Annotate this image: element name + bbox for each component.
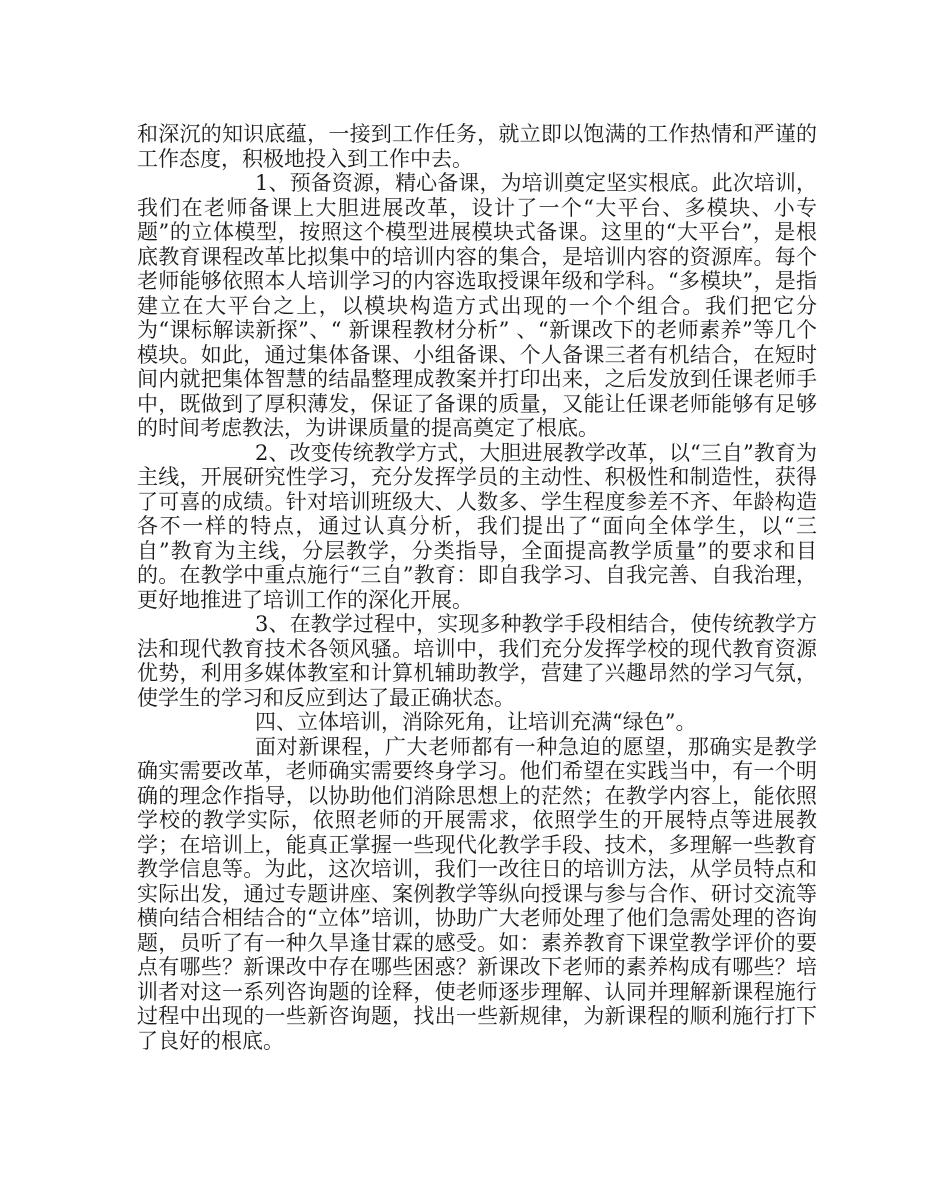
paragraph-continuation: 和深沉的知识底蕴，一接到工作任务，就立即以饱满的工作热情和严谨的工作态度，积极地投入到工作中去。	[137, 122, 817, 171]
paragraph-section-four-body: 面对新课程，广大老师都有一种急迫的愿望，那确实是教学确实需要改革，老师确实需要终身学习。他们希望在实践当中，有一个明确的理念作指导，以协助他们消除思想上的茫然；在教学内容上，能依照学校的教学实际，依照老师的开展需求，依照学生的开展特点等进展教学；在培训上，能真正掌握一些现代化教学手段、技术，多理解一些教育教学信息等。为此，这次培训，我们一改往日的培训方法，从学员特点和实际出发，通过专题讲座、案例教学等纵向授课与参与合作、研讨交流等横向结合相结合的“立体”培训，协助广大老师处理了他们急需处理的咨询题，员听了有一种久旱逢甘霖的感受。如：素养教育下课堂教学评价的要点有哪些？新课改中存在哪些困惑？新课改下老师的素养构成有哪些？培训者对这一系列咨询题的诠释，使老师逐步理解、认同并理解新课程施行过程中出现的一些新咨询题，找出一些新规律，为新课程的顺利施行打下了良好的根底。	[137, 734, 817, 1053]
paragraph-item-1: 1、预备资源，精心备课，为培训奠定坚实根底。此次培训，我们在老师备课上大胆进展改革，设计了一个“大平台、多模块、小专题”的立体模型，按照这个模型进展模块式备课。这里的“大平台”，是根底教育课程改革比拟集中的培训内容的集合，是培训内容的资源库。每个老师能够依照本人培训学习的内容选取授课年级和学科。“多模块”，是指建立在大平台之上，以模块构造方式出现的一个个组合。我们把它分为“课标解读新探”、“ 新课程教材分析” 、“新课改下的老师素养”等几个模块。如此，通过集体备课、小组备课、个人备课三者有机结合，在短时间内就把集体智慧的结晶整理成教案并打印出来，之后发放到任课老师手中，既做到了厚积薄发，保证了备课的质量，又能让任课老师能够有足够的时间考虑教法，为讲课质量的提高奠定了根底。	[137, 171, 817, 440]
paragraph-item-3: 3、在教学过程中，实现多种教学手段相结合，使传统教学方法和现代教育技术各领风骚。培训中，我们充分发挥学校的现代教育资源优势，利用多媒体教室和计算机辅助教学，营建了兴趣昂然的学习气氛，使学生的学习和反应到达了最正确状态。	[137, 612, 817, 710]
paragraph-item-2: 2、改变传统教学方式，大胆进展教学改革，以“三自”教育为主线，开展研究性学习，充分发挥学员的主动性、积极性和制造性，获得了可喜的成绩。针对培训班级大、人数多、学生程度参差不齐、年龄构造各不一样的特点，通过认真分析，我们提出了“面向全体学生，以“三自”教育为主线，分层教学，分类指导，全面提高教学质量”的要求和目的。在教学中重点施行“三自”教育：即自我学习、自我完善、自我治理，更好地推进了培训工作的深化开展。	[137, 440, 817, 612]
section-heading-four: 四、立体培训，消除死角，让培训充满“绿色”。	[255, 710, 697, 734]
document-body	[137, 122, 817, 1053]
